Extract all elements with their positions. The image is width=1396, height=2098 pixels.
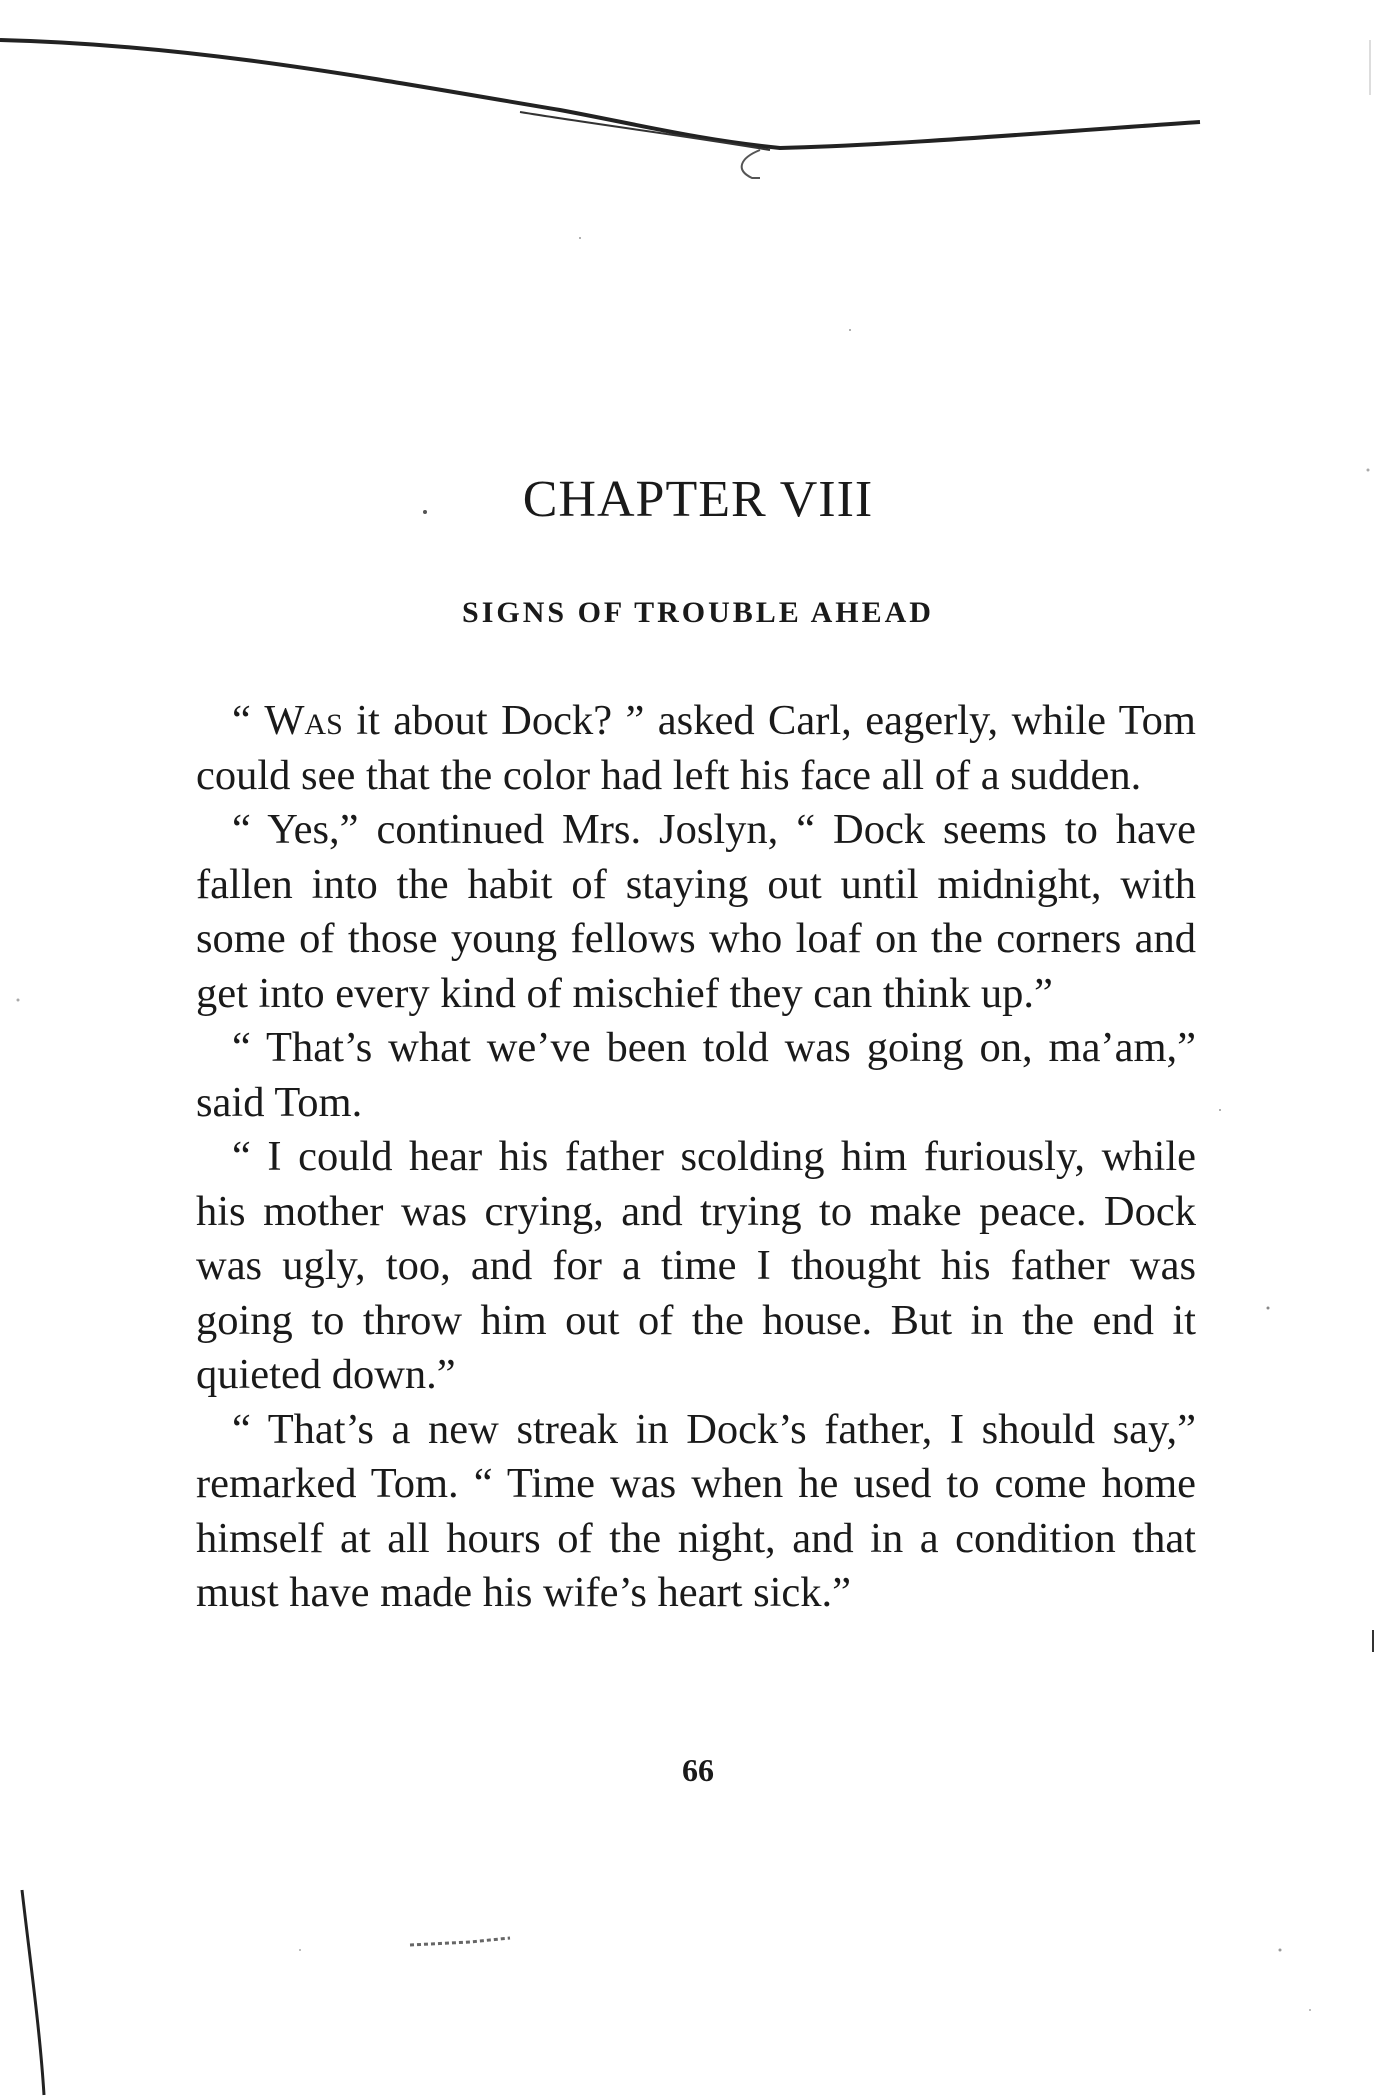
page-number: 66: [682, 1752, 714, 1788]
paragraph: “ That’s what we’ve been told was going on, ma’am,” said Tom.: [196, 1024, 1196, 1126]
chapter-subtitle: SIGNS OF TROUBLE AHEAD: [462, 596, 934, 629]
paragraph-text: it about Dock? ” asked Carl, eagerly, while Tom could see that the color had left his face all of a sudden.: [196, 697, 1196, 799]
paragraph: “ Yes,” continued Mrs. Joslyn, “ Dock seems to have fallen into the habit of staying out until midnight, with some of those young fellows who loaf on the corners and get into every kind of mischief they can think up.”: [196, 806, 1196, 1017]
chapter-body: [196, 694, 1196, 1621]
ornamental-top-rule: [0, 0, 1396, 200]
paragraph: “ I could hear his father scolding him furiously, while his mother was crying, and trying to make peace. Dock was ugly, too, and for a time I thought his father was going to throw him out of the house. But in the end it quieted down.”: [196, 1133, 1196, 1398]
opening-quote: “: [232, 697, 265, 744]
chapter-heading: CHAPTER VIII: [522, 471, 874, 528]
margin-stroke: [0, 1880, 60, 2098]
small-caps-opening-word: Was: [264, 697, 343, 744]
paragraph: “ That’s a new streak in Dock’s father, I should say,” remarked Tom. “ Time was when he used to come home himself at all hours of the night, and in a condition that must have made his wife’s heart sick.”: [196, 1405, 1196, 1616]
paragraph: [196, 694, 1196, 803]
